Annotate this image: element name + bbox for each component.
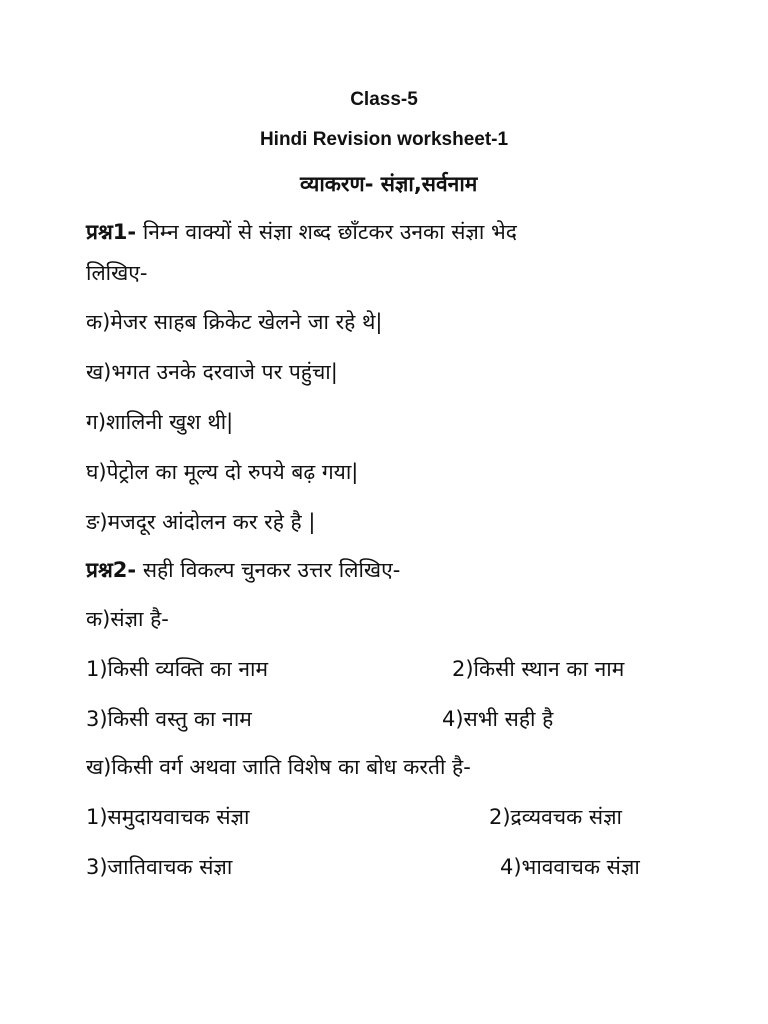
question2-sub-b-option-4: 4)भाववाचक संज्ञा: [500, 855, 640, 879]
question1-instruction-text: निम्न वाक्यों से संज्ञा शब्द छाँटकर उनका संज्ञा भेद: [142, 220, 517, 244]
question2-sub-a-option-3: 3)किसी वस्तु का नाम: [86, 707, 252, 731]
class-label: Class-5: [350, 89, 418, 110]
question2-sub-a-prompt: क)संज्ञा है-: [86, 607, 169, 631]
question2-label: प्रश्न2-: [86, 558, 137, 582]
question2-instruction-text: सही विकल्प चुनकर उत्तर लिखिए-: [142, 558, 401, 582]
question1-sentence-c: ग)शालिनी खुश थी|: [86, 410, 234, 434]
question1-sentence-e: ङ)मजदूर आंदोलन कर रहे है |: [86, 510, 316, 534]
question2-sub-a-option-4: 4)सभी सही है: [442, 707, 554, 731]
question2-sub-b-prompt: ख)किसी वर्ग अथवा जाति विशेष का बोध करती है-: [86, 755, 471, 779]
question1-instruction-line2: लिखिए-: [86, 261, 148, 285]
question2-instruction: [86, 556, 400, 584]
question1-sentence-d: घ)पेट्रोल का मूल्य दो रुपये बढ़ गया|: [86, 460, 359, 484]
question2-sub-b-option-2: 2)द्रव्यवचक संज्ञा: [489, 805, 622, 829]
question2-sub-a-option-1: 1)किसी व्यक्ति का नाम: [86, 657, 269, 681]
question2-sub-a-option-2: 2)किसी स्थान का नाम: [452, 657, 625, 681]
question1-sentence-b: ख)भगत उनके दरवाजे पर पहुंचा|: [86, 360, 338, 384]
question2-sub-b-option-1: 1)समुदायवाचक संज्ञा: [86, 805, 250, 829]
question2-sub-b-option-3: 3)जातिवाचक संज्ञा: [86, 855, 233, 879]
question1-instruction: [86, 218, 517, 246]
question1-sentence-a: क)मेजर साहब क्रिकेट खेलने जा रहे थे|: [86, 310, 383, 334]
worksheet-title: Hindi Revision worksheet-1: [259, 129, 509, 150]
question1-label: प्रश्न1-: [86, 220, 137, 244]
topic-heading: व्याकरण- संज्ञा,सर्वनाम: [300, 172, 478, 196]
